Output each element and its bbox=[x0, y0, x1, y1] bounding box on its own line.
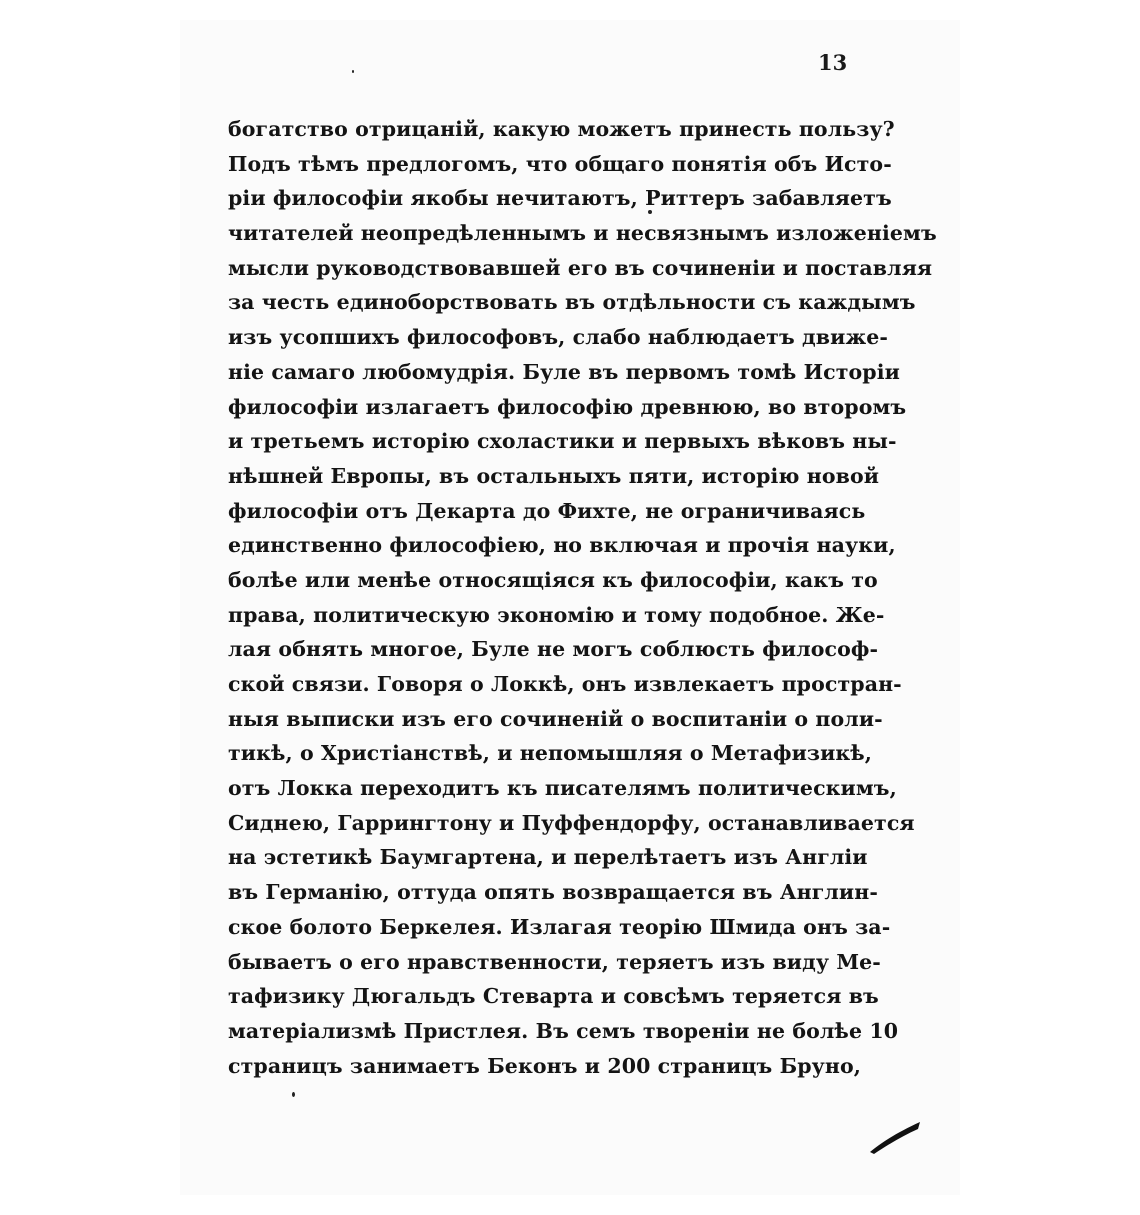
text-line: читателей неопредѣленнымъ и несвязнымъ изложеніемъ bbox=[228, 221, 937, 246]
text-line: философіи излагаетъ философію древнюю, во второмъ bbox=[228, 394, 907, 419]
text-line: изъ усопшихъ философовъ, слабо наблюдаетъ движе- bbox=[228, 325, 888, 350]
text-line: тикѣ, о Христіанствѣ, и непомышляя о Метафизикѣ, bbox=[228, 741, 873, 766]
text-line: тафизику Дюгальдъ Стеварта и совсѣмъ теряется въ bbox=[228, 984, 879, 1009]
text-line: богатство отрицаній, какую можетъ принесть пользу? bbox=[228, 117, 895, 141]
text-line: и третьемъ исторію схоластики и первыхъ вѣковъ ны- bbox=[228, 429, 897, 454]
text-line: ской связи. Говоря о Локкѣ, онъ извлекаетъ простран- bbox=[228, 672, 902, 696]
text-line: ское болото Беркелея. Излагая теорію Шмида онъ за- bbox=[228, 914, 891, 939]
text-line: ныя выписки изъ его сочиненій о воспитаніи о поли- bbox=[228, 706, 883, 731]
body-text bbox=[228, 112, 937, 1083]
text-line: лая обнять многое, Буле не могъ соблюсть философ- bbox=[228, 637, 879, 662]
ink-speck bbox=[648, 210, 652, 214]
text-line: болѣе или менѣе относящіяся къ философіи, какъ то bbox=[228, 567, 878, 592]
ink-stroke-mark bbox=[868, 1120, 924, 1156]
text-line: на эстетикѣ Баумгартена, и перелѣтаетъ изъ Англіи bbox=[228, 845, 868, 870]
text-line: матеріализмѣ Пристлея. Въ семъ твореніи не болѣе 10 bbox=[228, 1018, 899, 1043]
page-number: 13 bbox=[818, 50, 848, 75]
text-line: нѣшней Европы, въ остальныхъ пяти, исторію новой bbox=[228, 463, 880, 488]
text-line: философіи отъ Декарта до Фихте, не ограничиваясь bbox=[228, 498, 866, 523]
text-line: въ Германію, оттуда опять возвращается въ Англин- bbox=[228, 880, 878, 905]
text-line: ріи философіи якобы нечитаютъ, Риттеръ забавляетъ bbox=[228, 186, 892, 211]
ink-speck bbox=[352, 70, 354, 73]
text-line: отъ Локка переходитъ къ писателямъ политическимъ, bbox=[228, 776, 897, 801]
text-line: Сиднею, Гаррингтону и Пуффендорфу, останавливается bbox=[228, 810, 915, 835]
text-line: страницъ занимаетъ Беконъ и 200 страницъ Бруно, bbox=[228, 1053, 861, 1078]
text-line: бываетъ о его нравственности, теряетъ изъ виду Ме- bbox=[228, 949, 881, 974]
text-line: единственно философіею, но включая и прочія науки, bbox=[228, 533, 896, 558]
text-line: за честь единоборствовать въ отдѣльности съ каждымъ bbox=[228, 290, 916, 315]
ink-speck bbox=[292, 1092, 295, 1097]
text-line: права, политическую экономію и тому подобное. Же- bbox=[228, 602, 885, 627]
text-line: Подъ тѣмъ предлогомъ, что общаго понятія объ Исто- bbox=[228, 151, 892, 176]
text-line: ніе самаго любомудрія. Буле въ первомъ томѣ Исторіи bbox=[228, 359, 900, 384]
text-line: мысли руководствовавшей его въ сочиненіи и поставляя bbox=[228, 255, 933, 280]
